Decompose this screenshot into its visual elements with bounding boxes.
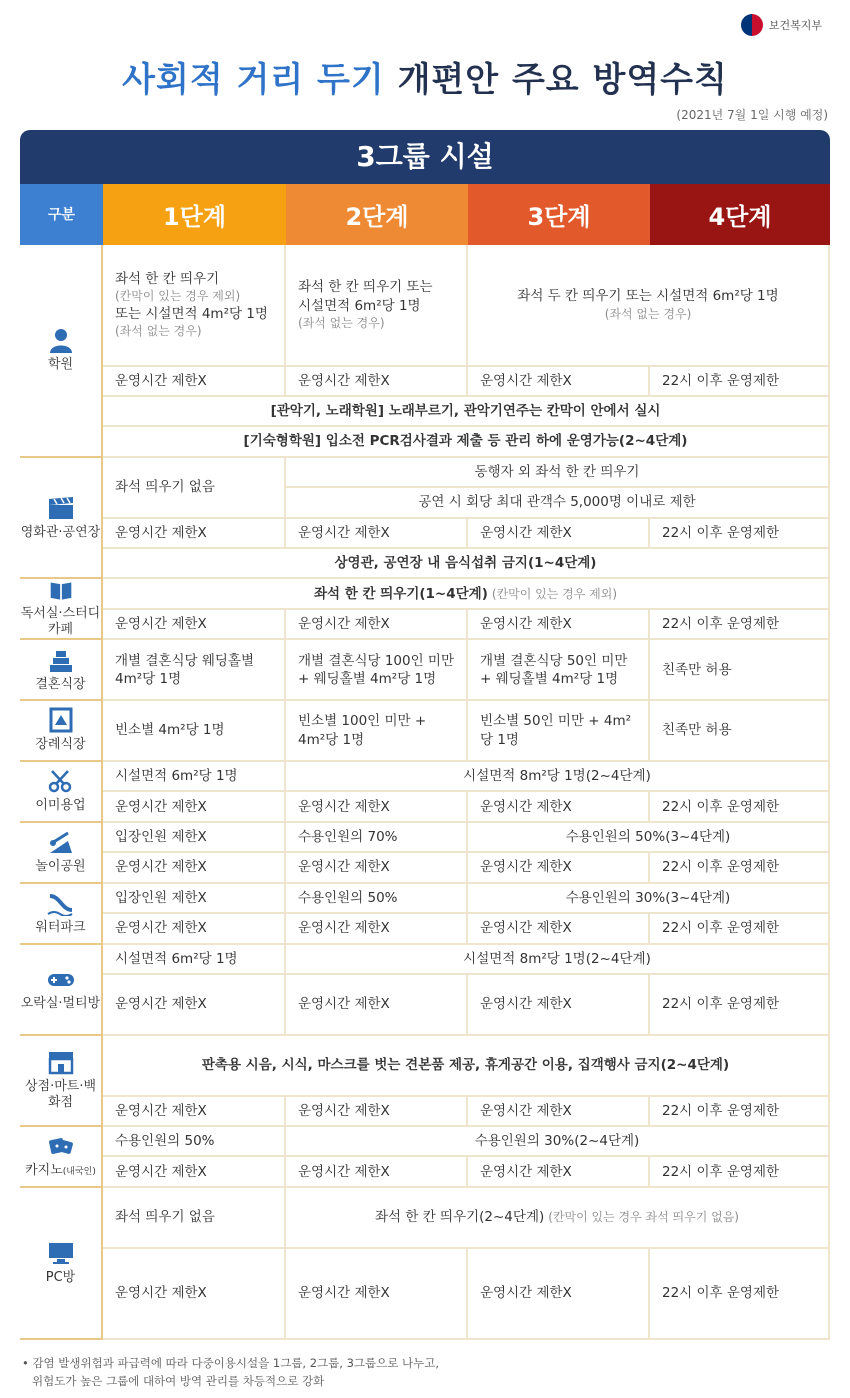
cinema-hours-s1: 운영시간 제한X bbox=[103, 519, 286, 549]
store-hours-s3: 운영시간 제한X bbox=[468, 1097, 650, 1127]
study-hours-s2: 운영시간 제한X bbox=[286, 610, 468, 640]
category-label: 결혼식장 bbox=[35, 676, 86, 692]
footnote bbox=[22, 1354, 439, 1391]
academy-hours-s2: 운영시간 제한X bbox=[286, 367, 468, 397]
waterslide-icon bbox=[46, 890, 76, 916]
effective-date: (2021년 7월 1일 시행 예정) bbox=[676, 108, 828, 122]
park-stage1: 입장인원 제한X bbox=[103, 823, 286, 853]
pc-hours-s3: 운영시간 제한X bbox=[468, 1249, 650, 1340]
study-hours-s4: 22시 이후 운영제한 bbox=[650, 610, 830, 640]
salon-hours-s4: 22시 이후 운영제한 bbox=[650, 792, 830, 822]
arcade-hours-s2: 운영시간 제한X bbox=[286, 975, 468, 1036]
arcade-hours-s1: 운영시간 제한X bbox=[103, 975, 286, 1036]
wedding-stage1: 개별 결혼식당 웨딩홀별 4m²당 1명 bbox=[103, 640, 286, 701]
store-hours-s2: 운영시간 제한X bbox=[286, 1097, 468, 1127]
pc-hours-s2: 운영시간 제한X bbox=[286, 1249, 468, 1340]
store-hours-s1: 운영시간 제한X bbox=[103, 1097, 286, 1127]
academy-stage34 bbox=[468, 245, 830, 367]
page-title bbox=[0, 52, 850, 101]
water-stage34: 수용인원의 30%(3~4단계) bbox=[468, 884, 830, 914]
arcade-hours-s4: 22시 이후 운영제한 bbox=[650, 975, 830, 1036]
store-hours-s4: 22시 이후 운영제한 bbox=[650, 1097, 830, 1127]
cinema-stage1: 좌석 띄우기 없음 bbox=[103, 458, 286, 519]
water-hours-s4: 22시 이후 운영제한 bbox=[650, 914, 830, 944]
category-label: PC방 bbox=[45, 1269, 76, 1285]
park-hours-s3: 운영시간 제한X bbox=[468, 853, 650, 883]
study-rule: 좌석 한 칸 띄우기(1~4단계) bbox=[313, 585, 488, 602]
category-salon bbox=[20, 762, 103, 823]
pc-hours-s4: 22시 이후 운영제한 bbox=[650, 1249, 830, 1340]
academy-s2-line1: 좌석 한 칸 띄우기 또는 bbox=[298, 279, 433, 296]
academy-s34-sub: (좌석 없는 경우) bbox=[604, 306, 692, 321]
cinema-stage24-seat: 동행자 외 좌석 한 칸 띄우기 bbox=[286, 458, 830, 488]
header-stage2: 2단계 bbox=[286, 184, 468, 245]
funeral-stage3: 빈소별 50인 미만 + 4m²당 1명 bbox=[468, 701, 650, 762]
salon-stage1: 시설면적 6m²당 1명 bbox=[103, 762, 286, 792]
casino-hours-s2: 운영시간 제한X bbox=[286, 1157, 468, 1187]
category-label bbox=[25, 1163, 96, 1179]
category-store bbox=[20, 1036, 103, 1127]
student-icon bbox=[46, 327, 76, 353]
category-label: 학원 bbox=[47, 357, 74, 373]
casino-name-sub: (내국인) bbox=[62, 1167, 96, 1178]
book-icon bbox=[46, 579, 76, 601]
category-wedding bbox=[20, 640, 103, 701]
arcade-stage1: 시설면적 6m²당 1명 bbox=[103, 945, 286, 975]
pc-stage24 bbox=[286, 1188, 830, 1249]
category-label: 영화관·공연장 bbox=[20, 524, 101, 540]
cinema-hours-s4: 22시 이후 운영제한 bbox=[650, 519, 830, 549]
title-part2: 개편안 주요 방역수칙 bbox=[397, 60, 728, 100]
pc-hours-s1: 운영시간 제한X bbox=[103, 1249, 286, 1340]
arcade-stage24: 시설면적 8m²당 1명(2~4단계) bbox=[286, 945, 830, 975]
park-stage2: 수용인원의 70% bbox=[286, 823, 468, 853]
funeral-stage1: 빈소별 4m²당 1명 bbox=[103, 701, 286, 762]
taeguk-icon bbox=[741, 14, 763, 36]
study-stage14 bbox=[103, 579, 830, 609]
casino-hours-s3: 운영시간 제한X bbox=[468, 1157, 650, 1187]
park-hours-s2: 운영시간 제한X bbox=[286, 853, 468, 883]
dice-icon bbox=[46, 1133, 76, 1159]
header-stage1: 1단계 bbox=[103, 184, 286, 245]
academy-s34-line: 좌석 두 칸 띄우기 또는 시설면적 6m²당 1명 bbox=[517, 288, 779, 305]
category-study bbox=[20, 579, 103, 640]
header-stage4: 4단계 bbox=[650, 184, 830, 245]
category-arcade bbox=[20, 945, 103, 1036]
academy-s2-sub: (좌석 없는 경우) bbox=[298, 315, 385, 330]
pc-stage1: 좌석 띄우기 없음 bbox=[103, 1188, 286, 1249]
casino-hours-s1: 운영시간 제한X bbox=[103, 1157, 286, 1187]
study-hours-s3: 운영시간 제한X bbox=[468, 610, 650, 640]
wedding-stage4: 친족만 허용 bbox=[650, 640, 830, 701]
salon-hours-s2: 운영시간 제한X bbox=[286, 792, 468, 822]
clapperboard-icon bbox=[46, 495, 76, 521]
category-label: 상점·마트·백화점 bbox=[24, 1079, 97, 1111]
wedding-stage2: 개별 결혼식당 100인 미만 + 웨딩홀별 4m²당 1명 bbox=[286, 640, 468, 701]
academy-hours-s3: 운영시간 제한X bbox=[468, 367, 650, 397]
ministry-logo bbox=[741, 14, 822, 36]
ride-icon bbox=[46, 829, 76, 855]
header-category: 구분 bbox=[20, 184, 103, 245]
park-hours-s4: 22시 이후 운영제한 bbox=[650, 853, 830, 883]
park-stage34: 수용인원의 50%(3~4단계) bbox=[468, 823, 830, 853]
footnote-line1: • 감염 발생위험과 파급력에 따라 다중이용시설을 1그룹, 2그룹, 3그룹으로 나누고, bbox=[22, 1356, 439, 1370]
study-rule-sub: (칸막이 있는 경우 제외) bbox=[491, 586, 618, 601]
academy-s2-line2: 시설면적 6m²당 1명 bbox=[298, 297, 421, 314]
category-pc-room bbox=[20, 1188, 103, 1340]
category-label: 오락실·멀티방 bbox=[20, 996, 101, 1012]
academy-s1-line1: 좌석 한 칸 띄우기 bbox=[115, 271, 220, 288]
casino-stage1: 수용인원의 50% bbox=[103, 1127, 286, 1157]
ministry-name: 보건복지부 bbox=[768, 19, 822, 32]
memorial-frame-icon bbox=[46, 707, 76, 733]
computer-icon bbox=[46, 1240, 76, 1266]
casino-hours-s4: 22시 이후 운영제한 bbox=[650, 1157, 830, 1187]
water-stage1: 입장인원 제한X bbox=[103, 884, 286, 914]
funeral-stage4: 친족만 허용 bbox=[650, 701, 830, 762]
academy-hours-s1: 운영시간 제한X bbox=[103, 367, 286, 397]
category-cinema bbox=[20, 458, 103, 580]
academy-hours-s4: 22시 이후 운영제한 bbox=[650, 367, 830, 397]
water-stage2: 수용인원의 50% bbox=[286, 884, 468, 914]
category-label: 장례식장 bbox=[35, 737, 86, 753]
casino-name: 카지노 bbox=[25, 1163, 63, 1179]
academy-note-dorm: [기숙형학원] 입소전 PCR검사결과 제출 등 관리 하에 운영가능(2~4단계) bbox=[103, 427, 830, 457]
salon-hours-s1: 운영시간 제한X bbox=[103, 792, 286, 822]
pc-s24-rule: 좌석 한 칸 띄우기(2~4단계) bbox=[374, 1209, 545, 1226]
water-hours-s1: 운영시간 제한X bbox=[103, 914, 286, 944]
cinema-stage24-audience: 공연 시 회당 최대 관객수 5,000명 이내로 제한 bbox=[286, 488, 830, 518]
category-label: 놀이공원 bbox=[35, 859, 86, 875]
header-stage3: 3단계 bbox=[468, 184, 650, 245]
academy-note-music: [관악기, 노래학원] 노래부르기, 관악기연주는 칸막이 안에서 실시 bbox=[103, 397, 830, 427]
store-note: 판촉용 시음, 시식, 마스크를 벗는 견본품 제공, 휴게공간 이용, 집객행사 금지(2~4단계) bbox=[103, 1036, 830, 1097]
category-label: 워터파크 bbox=[35, 919, 86, 935]
rules-table bbox=[20, 184, 830, 1340]
water-hours-s3: 운영시간 제한X bbox=[468, 914, 650, 944]
category-academy bbox=[20, 245, 103, 458]
academy-stage1 bbox=[103, 245, 286, 367]
academy-s1-line2: 또는 시설면적 4m²당 1명 bbox=[115, 305, 268, 322]
cinema-note-food: 상영관, 공연장 내 음식섭취 금지(1~4단계) bbox=[103, 549, 830, 579]
salon-stage24: 시설면적 8m²당 1명(2~4단계) bbox=[286, 762, 830, 792]
category-label: 독서실·스터디카페 bbox=[20, 605, 101, 638]
pc-s24-sub: (칸막이 있는 경우 좌석 띄우기 없음) bbox=[548, 1210, 739, 1225]
arcade-hours-s3: 운영시간 제한X bbox=[468, 975, 650, 1036]
park-hours-s1: 운영시간 제한X bbox=[103, 853, 286, 883]
study-hours-s1: 운영시간 제한X bbox=[103, 610, 286, 640]
cinema-hours-s3: 운영시간 제한X bbox=[468, 519, 650, 549]
category-amusement-park bbox=[20, 823, 103, 884]
category-funeral bbox=[20, 701, 103, 762]
academy-stage2 bbox=[286, 245, 468, 367]
gamepad-icon bbox=[46, 966, 76, 992]
storefront-icon bbox=[46, 1049, 76, 1075]
category-label: 이미용업 bbox=[35, 798, 86, 814]
category-waterpark bbox=[20, 884, 103, 945]
casino-stage24: 수용인원의 30%(2~4단계) bbox=[286, 1127, 830, 1157]
wedding-stage3: 개별 결혼식당 50인 미만 + 웨딩홀별 4m²당 1명 bbox=[468, 640, 650, 701]
cinema-hours-s2: 운영시간 제한X bbox=[286, 519, 468, 549]
title-part1: 사회적 거리 두기 bbox=[122, 60, 385, 100]
group-banner: 3그룹 시설 bbox=[20, 130, 830, 184]
academy-s1-sub2: (좌석 없는 경우) bbox=[115, 323, 202, 338]
water-hours-s2: 운영시간 제한X bbox=[286, 914, 468, 944]
academy-s1-sub1: (칸막이 있는 경우 제외) bbox=[115, 289, 241, 304]
salon-hours-s3: 운영시간 제한X bbox=[468, 792, 650, 822]
funeral-stage2: 빈소별 100인 미만 + 4m²당 1명 bbox=[286, 701, 468, 762]
footnote-line2: 위험도가 높은 그룹에 대하여 방역 관리를 차등적으로 강화 bbox=[32, 1374, 325, 1389]
cake-icon bbox=[46, 647, 76, 673]
scissors-icon bbox=[46, 768, 76, 794]
category-casino bbox=[20, 1127, 103, 1188]
